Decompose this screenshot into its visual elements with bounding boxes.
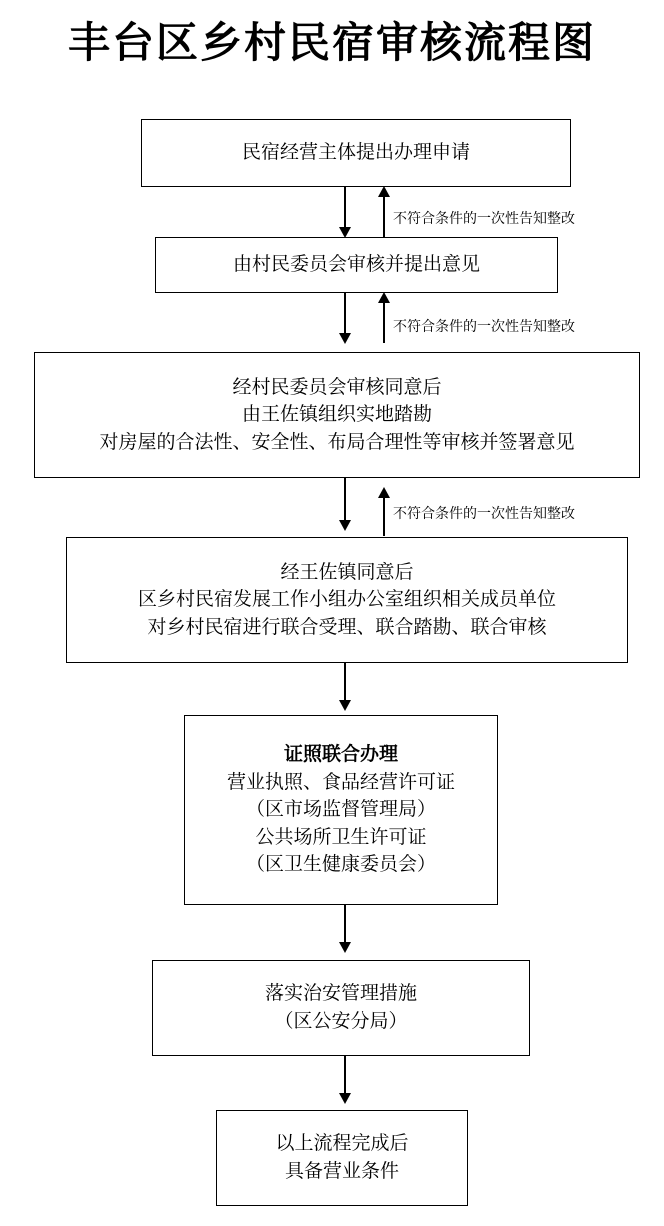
connector-down-6 xyxy=(344,1056,346,1096)
arrow-up-1 xyxy=(378,186,390,197)
connector-down-2 xyxy=(344,293,346,335)
arrow-down-5 xyxy=(339,942,351,953)
arrow-up-3 xyxy=(378,487,390,498)
note-2: 不符合条件的一次性告知整改 xyxy=(393,320,575,335)
connector-down-3 xyxy=(344,478,346,522)
node-public-security-line-1: 落实治安管理措施 xyxy=(264,983,417,1005)
node-wangzuo-survey-line-1: 经村民委员会审核同意后 xyxy=(232,376,442,398)
arrow-down-4 xyxy=(339,700,351,711)
node-wangzuo-survey xyxy=(34,352,640,478)
arrow-up-2 xyxy=(378,292,390,303)
node-license-joint-line-3: （区市场监督管理局） xyxy=(245,799,436,821)
connector-down-1 xyxy=(344,187,346,229)
node-license-joint-line-4: 公共场所卫生许可证 xyxy=(255,826,427,848)
node-finish xyxy=(216,1110,468,1206)
node-wangzuo-survey-line-2: 由王佐镇组织实地踏勘 xyxy=(241,404,432,426)
connector-up-3 xyxy=(383,492,385,536)
node-wangzuo-survey-line-3: 对房屋的合法性、安全性、布局合理性等审核并签署意见 xyxy=(99,431,575,453)
node-joint-review xyxy=(66,537,628,663)
node-apply-line-1: 民宿经营主体提出办理申请 xyxy=(241,142,470,164)
node-apply xyxy=(141,119,571,187)
note-1: 不符合条件的一次性告知整改 xyxy=(393,212,575,227)
node-village-committee xyxy=(155,237,558,293)
node-public-security-line-2: （区公安分局） xyxy=(274,1011,408,1032)
connector-up-1 xyxy=(383,191,385,237)
note-3: 不符合条件的一次性告知整改 xyxy=(393,507,575,522)
connector-up-2 xyxy=(383,297,385,343)
node-license-joint-line-2: 营业执照、食品经营许可证 xyxy=(226,771,455,793)
connector-down-4 xyxy=(344,663,346,703)
node-finish-line-2: 具备营业条件 xyxy=(284,1161,399,1182)
node-license-joint-line-1: 证照联合办理 xyxy=(283,744,398,766)
page-title: 丰台区乡村民宿审核流程图 xyxy=(67,21,596,67)
node-license-joint xyxy=(184,715,498,905)
arrow-down-6 xyxy=(339,1093,351,1104)
node-public-security xyxy=(152,960,530,1056)
node-joint-review-line-3: 对乡村民宿进行联合受理、联合踏勘、联合审核 xyxy=(147,616,547,638)
node-village-committee-line-1: 由村民委员会审核并提出意见 xyxy=(232,254,480,276)
arrow-down-2 xyxy=(339,333,351,344)
node-license-joint-line-5: （区卫生健康委员会） xyxy=(245,854,436,876)
node-finish-line-1: 以上流程完成后 xyxy=(275,1133,409,1155)
connector-down-5 xyxy=(344,905,346,945)
node-joint-review-line-2: 区乡村民宿发展工作小组办公室组织相关成员单位 xyxy=(137,589,556,611)
arrow-down-3 xyxy=(339,520,351,531)
node-joint-review-line-1: 经王佐镇同意后 xyxy=(280,561,414,583)
